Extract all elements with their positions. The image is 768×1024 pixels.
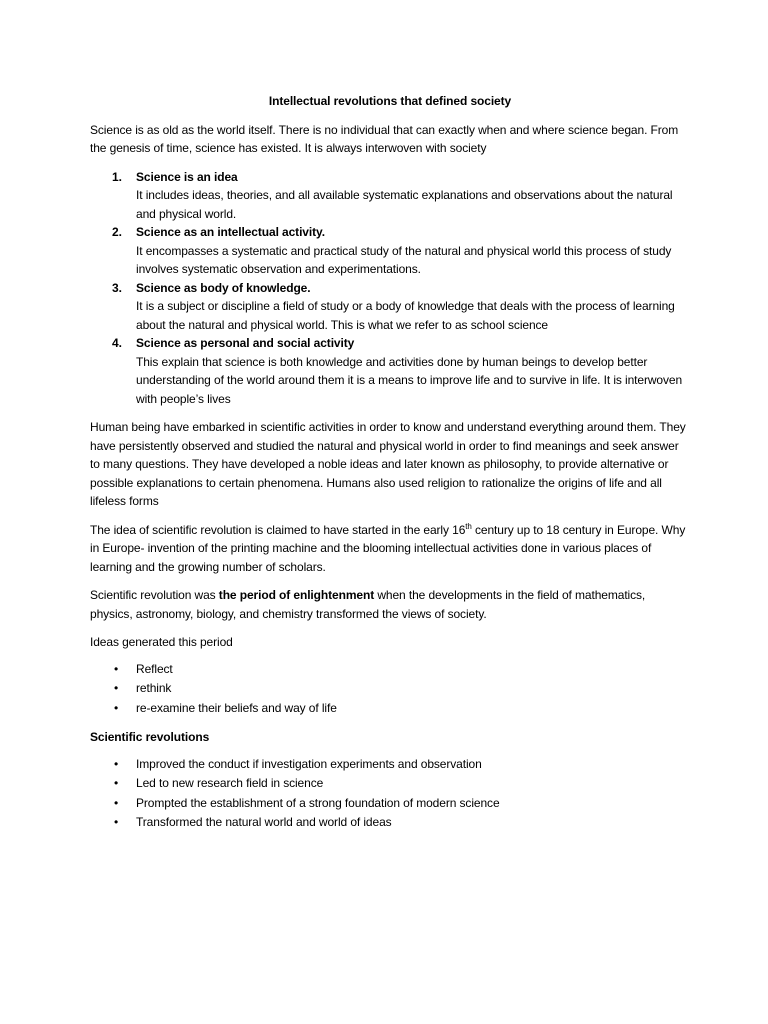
bullet-text: Transformed the natural world and world of ideas xyxy=(136,815,392,829)
list-item-heading: Science is an idea xyxy=(136,169,238,184)
bullet-icon: • xyxy=(114,700,119,715)
list-number: 4. xyxy=(112,336,122,350)
document-title: Intellectual revolutions that defined society xyxy=(268,94,512,108)
bullet-text: re-examine their beliefs and way of life xyxy=(136,700,337,715)
ordinal-superscript: th xyxy=(465,521,472,531)
list-item xyxy=(90,223,690,279)
revolution-text-end: century up to 18 century in Europe. Why in Europe- invention of the printing machine and the blooming intellectual activities done in various places of learning and the growing number of scholars. xyxy=(90,522,686,574)
bullet-icon: • xyxy=(114,756,119,771)
list-item xyxy=(90,813,690,833)
bullet-text: rethink xyxy=(136,681,172,695)
revolution-origin-paragraph xyxy=(90,521,690,577)
bullet-text: Prompted the establishment of a strong foundation of modern science xyxy=(136,795,500,810)
list-item-body: It is a subject or discipline a field of study or a body of knowledge that deals with the process of learning about the natural and physical world. This is what we refer to as school science xyxy=(136,299,675,332)
list-item xyxy=(90,774,690,794)
list-item xyxy=(90,334,690,408)
human-activities-paragraph: Human being have embarked in scientific activities in order to know and understand everything around them. They have persistently observed and studied the natural and physical world in order to find meanings and seek answer to many questions. They have developed a noble ideas and later known as philosophy, to provide alternative or possible explanations to certain phenomena. Humans also used religion to rationalize the origins of life and all lifeless forms xyxy=(90,420,686,508)
enlightenment-emphasis: the period of enlightenment xyxy=(218,588,375,602)
list-number: 2. xyxy=(112,225,122,239)
enlightenment-text-start: Scientific revolution was xyxy=(90,588,219,602)
document-body xyxy=(90,92,690,843)
bullet-text: Improved the conduct if investigation experiments and observation xyxy=(136,756,482,771)
bullet-icon: • xyxy=(114,776,119,790)
intro-paragraph: Science is as old as the world itself. There is no individual that can exactly when and where science began. From the genesis of time, science has existed. It is always interwoven with society xyxy=(90,122,679,155)
list-item xyxy=(90,679,690,699)
list-item-heading: Science as personal and social activity xyxy=(136,336,355,350)
list-item-heading: Science as body of knowledge. xyxy=(136,280,311,295)
enlightenment-paragraph xyxy=(90,586,690,623)
list-number: 1. xyxy=(112,169,122,184)
science-definitions-list xyxy=(90,168,690,409)
list-item xyxy=(90,755,690,775)
list-item xyxy=(90,279,690,335)
revolutions-bullet-list xyxy=(90,755,690,833)
list-item xyxy=(90,660,690,680)
enlightenment-text-end: when the developments in the field of mathematics, physics, astronomy, biology, and chemistry transformed the views of society. xyxy=(90,588,646,621)
list-number: 3. xyxy=(112,280,122,295)
list-item xyxy=(90,794,690,814)
bullet-text: Led to new research field in science xyxy=(136,776,324,790)
list-item xyxy=(90,168,690,224)
ideas-heading: Ideas generated this period xyxy=(90,635,233,649)
ideas-bullet-list xyxy=(90,660,690,719)
bullet-icon: • xyxy=(114,815,119,829)
list-item-body: It encompasses a systematic and practical study of the natural and physical world this process of study involves systematic observation and experimentations. xyxy=(136,243,672,276)
bullet-icon: • xyxy=(114,681,119,695)
revolution-text-start: The idea of scientific revolution is claimed to have started in the early 16 xyxy=(90,522,466,537)
list-item-body: This explain that science is both knowledge and activities done by human beings to develop better understanding of the world around them it is a means to improve life and to survive in life. It is interwoven with people’s lives xyxy=(136,354,683,406)
list-item-body: It includes ideas, theories, and all available systematic explanations and observations about the natural and physical world. xyxy=(136,188,673,221)
list-item xyxy=(90,699,690,719)
list-item-heading: Science as an intellectual activity. xyxy=(136,225,325,239)
bullet-icon: • xyxy=(114,795,119,810)
bullet-text: Reflect xyxy=(136,661,173,676)
scientific-revolutions-heading: Scientific revolutions xyxy=(90,730,210,744)
bullet-icon: • xyxy=(114,661,119,676)
